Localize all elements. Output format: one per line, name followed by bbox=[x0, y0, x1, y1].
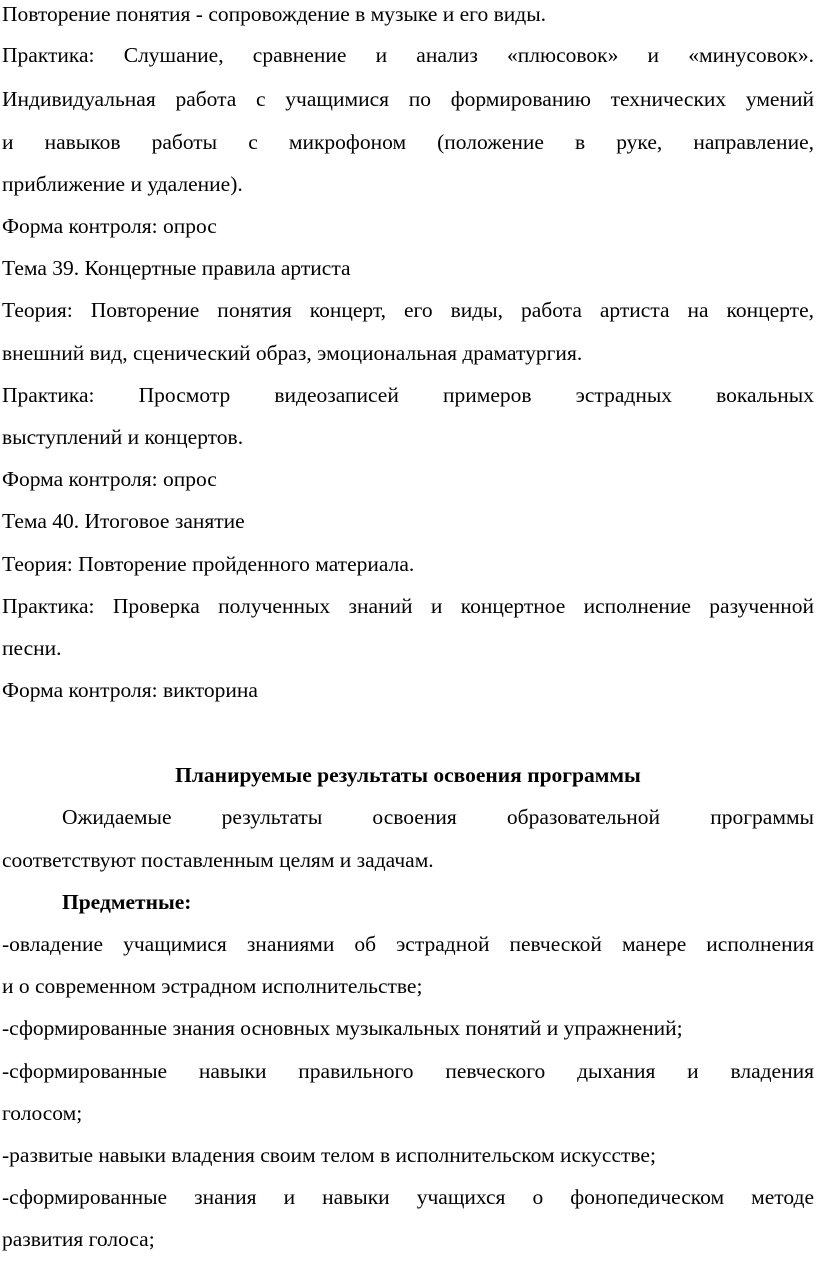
list-item: -развитые навыки владения своим телом в исполнительском искусстве; bbox=[2, 1143, 656, 1167]
section-title: Планируемые результаты освоения программы bbox=[175, 763, 641, 787]
text-line: соответствуют поставленным целям и задачам. bbox=[2, 848, 434, 872]
list-item: -овладение учащимися знаниями об эстрадной певческой манере исполнения bbox=[2, 932, 814, 956]
topic-heading: Тема 39. Концертные правила артиста bbox=[2, 256, 351, 280]
subsection-title: Предметные: bbox=[62, 890, 192, 914]
list-item: голосом; bbox=[2, 1101, 83, 1125]
topic-heading: Тема 40. Итоговое занятие bbox=[2, 509, 245, 533]
text-line: Форма контроля: викторина bbox=[2, 678, 258, 702]
list-item: -сформированные навыки правильного певческого дыхания и владения bbox=[2, 1059, 814, 1083]
text-line: Практика: Слушание, сравнение и анализ «плюсовок» и «минусовок». bbox=[2, 43, 814, 67]
list-item: -сформированные знания основных музыкальных понятий и упражнений; bbox=[2, 1016, 683, 1040]
text-line: Форма контроля: опрос bbox=[2, 467, 217, 491]
text-line: Ожидаемые результаты освоения образовательной программы bbox=[62, 805, 814, 829]
list-item: и о современном эстрадном исполнительстве; bbox=[2, 974, 423, 998]
text-line: внешний вид, сценический образ, эмоциональная драматургия. bbox=[2, 341, 583, 365]
text-line: Индивидуальная работа с учащимися по формированию технических умений bbox=[2, 87, 814, 111]
text-line: выступлений и концертов. bbox=[2, 425, 244, 449]
list-item: -сформированные знания и навыки учащихся о фонопедическом методе bbox=[2, 1185, 814, 1209]
text-line: Повторение понятия - сопровождение в музыке и его виды. bbox=[2, 2, 547, 26]
text-line: и навыков работы с микрофоном (положение в руке, направление, bbox=[2, 130, 814, 154]
text-line: песни. bbox=[2, 636, 62, 660]
text-line: приближение и удаление). bbox=[2, 172, 243, 196]
text-line: Теория: Повторение понятия концерт, его виды, работа артиста на концерте, bbox=[2, 298, 814, 322]
list-item: развития голоса; bbox=[2, 1227, 155, 1251]
text-line: Теория: Повторение пройденного материала. bbox=[2, 552, 415, 576]
text-line: Форма контроля: опрос bbox=[2, 214, 217, 238]
text-line: Практика: Просмотр видеозаписей примеров эстрадных вокальных bbox=[2, 383, 814, 407]
text-line: Практика: Проверка полученных знаний и концертное исполнение разученной bbox=[2, 594, 814, 618]
